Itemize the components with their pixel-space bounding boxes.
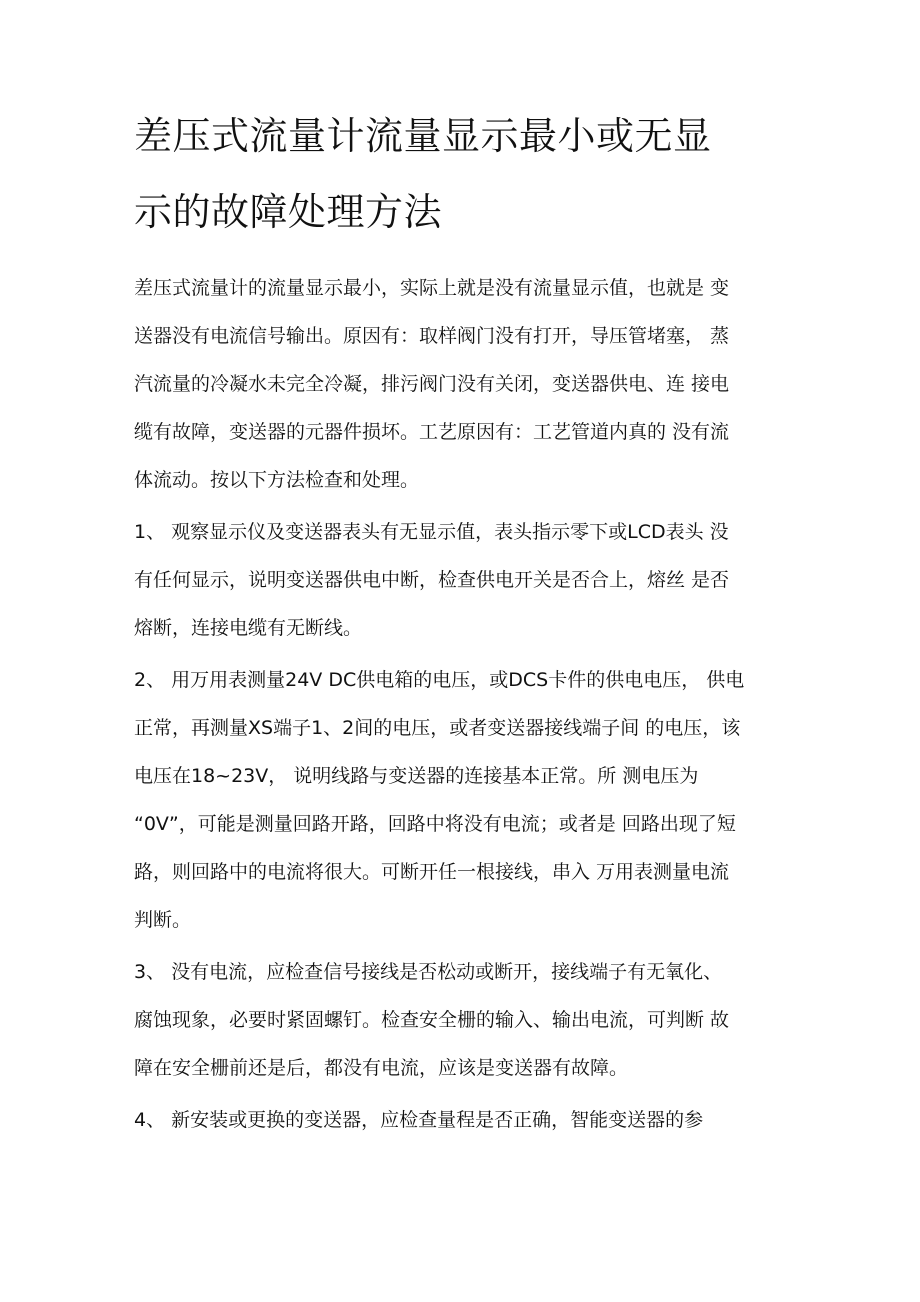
intro-paragraph (134, 264, 794, 504)
paragraph-line: 汽流量的冷凝水未完全冷凝，排污阀门没有关闭，变送器供电、连 接电 (134, 373, 730, 395)
paragraph-line: 送器没有电流信号输出。原因有：取样阀门没有打开，导压管堵塞， 蒸 (134, 325, 730, 347)
paragraph-line: 正常，再测量XS端子1、2间的电压，或者变送器接线端子间 的电压，该 (134, 717, 741, 739)
step-4-paragraph (134, 1096, 794, 1144)
paragraph-line: 腐蚀现象，必要时紧固螺钉。检查安全栅的输入、输出电流，可判断 故 (134, 1009, 730, 1031)
document-title-line-1: 差压式流量计流量显示最小或无显 (134, 114, 712, 158)
paragraph-line: 4、 新安装或更换的变送器，应检查量程是否正确，智能变送器的参 (134, 1109, 704, 1131)
paragraph-line: 2、 用万用表测量24V DC供电箱的电压，或DCS卡件的供电电压， 供电 (134, 669, 745, 691)
paragraph-line: 缆有故障，变送器的元器件损坏。工艺原因有：工艺管道内真的 没有流 (134, 421, 730, 443)
paragraph-line: 电压在18~23V， 说明线路与变送器的连接基本正常。所 测电压为 (134, 765, 699, 787)
step-3-paragraph (134, 948, 794, 1092)
paragraph-line: 判断。 (134, 909, 192, 931)
step-2-paragraph (134, 656, 794, 944)
paragraph-line: 3、 没有电流，应检查信号接线是否松动或断开，接线端子有无氧化、 (134, 961, 723, 983)
paragraph-line: 路，则回路中的电流将很大。可断开任一根接线，串入 万用表测量电流 (134, 861, 730, 883)
document-title-line-2: 示的故障处理方法 (134, 190, 443, 234)
paragraph-line: 熔断，连接电缆有无断线。 (134, 617, 363, 639)
paragraph-line: 体流动。按以下方法检查和处理。 (134, 469, 420, 491)
step-1-paragraph (134, 508, 794, 652)
paragraph-line: 1、 观察显示仪及变送器表头有无显示值，表头指示零下或LCD表头 没 (134, 521, 729, 543)
paragraph-line: “0V”，可能是测量回路开路，回路中将没有电流；或者是 回路出现了短 (134, 813, 736, 835)
paragraph-line: 有任何显示，说明变送器供电中断，检查供电开关是否合上，熔丝 是否 (134, 569, 730, 591)
paragraph-line: 障在安全栅前还是后，都没有电流，应该是变送器有故障。 (134, 1057, 629, 1079)
paragraph-line: 差压式流量计的流量显示最小，实际上就是没有流量显示值，也就是 变 (134, 277, 730, 299)
